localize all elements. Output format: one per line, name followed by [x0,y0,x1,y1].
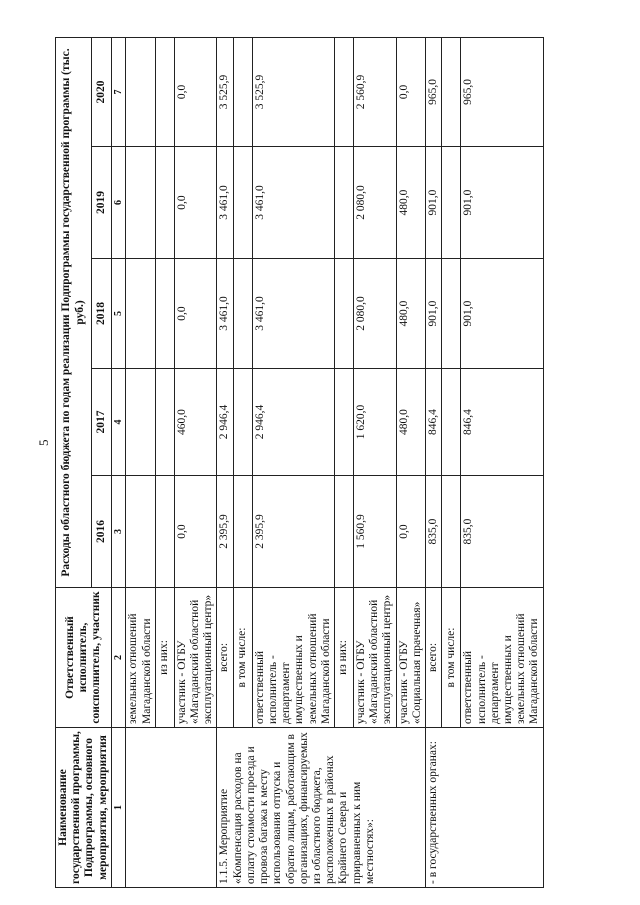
value-2016 [335,476,354,588]
value-2018 [335,259,354,369]
value-2019: 901,0 [426,147,442,259]
value-2020: 965,0 [461,37,543,146]
column-index: 2 [111,588,126,728]
value-2016 [126,476,155,588]
value-2020: 965,0 [426,37,442,146]
value-2018 [233,259,252,369]
event-subgroup-cell: - в государственных органах: [426,728,544,888]
value-2019: 3 461,0 [252,147,334,259]
executor-cell: участник - ОГБУ «Магаданский областной эксплуатационный центр» [354,588,397,728]
header-year: 2019 [92,147,112,259]
value-2019 [442,147,461,259]
value-2017: 846,4 [461,369,543,476]
value-2019: 3 461,0 [217,147,233,259]
value-2017 [442,369,461,476]
header-year: 2020 [92,37,112,146]
header-year: 2016 [92,476,112,588]
value-2019: 0,0 [174,147,217,259]
value-2016 [155,476,174,588]
executor-cell: ответственный исполнитель - департамент имущественных и земельных отношений Магаданской области [252,588,334,728]
value-2019: 901,0 [461,147,543,259]
value-2016 [442,476,461,588]
value-2018: 3 461,0 [252,259,334,369]
value-2020 [155,37,174,146]
value-2018: 2 080,0 [354,259,397,369]
header-year: 2018 [92,259,112,369]
executor-cell: всего: [217,588,233,728]
column-index: 1 [111,728,126,888]
value-2018: 901,0 [461,259,543,369]
value-2019: 480,0 [396,147,425,259]
value-2020: 3 525,9 [252,37,334,146]
value-2019 [233,147,252,259]
value-2016: 2 395,9 [252,476,334,588]
column-index: 7 [111,37,126,146]
event-name-cell: 1.1.5. Мероприятие «Компенсация расходов на оплату стоимости проезда и провоза багажа к месту использования отпуска и обратно лицам, работающим в организациях, финансируемых из областного бюджета, расположенных в районах Крайнего Севера и приравненных к ним местностях»: [217,728,426,888]
value-2017 [126,369,155,476]
value-2018 [126,259,155,369]
value-2016 [233,476,252,588]
executor-cell: из них: [155,588,174,728]
program-name-cell [126,728,217,888]
value-2017: 846,4 [426,369,442,476]
header-expenses-group: Расходы областного бюджета по годам реализации Подпрограммы государственной программы (тыс. руб.) [56,37,92,587]
value-2016: 2 395,9 [217,476,233,588]
value-2016: 1 560,9 [354,476,397,588]
table-row [217,37,233,887]
executor-cell: в том числе: [442,588,461,728]
value-2019 [335,147,354,259]
value-2016: 835,0 [426,476,442,588]
executor-cell: участник - ОГБУ «Социальная прачечная» [396,588,425,728]
value-2020 [233,37,252,146]
column-index: 5 [111,259,126,369]
executor-cell: ответственный исполнитель - департамент имущественных и земельных отношений Магаданской области [461,588,543,728]
page-number: 5 [36,439,51,446]
value-2018 [155,259,174,369]
value-2018 [442,259,461,369]
column-index: 6 [111,147,126,259]
value-2017 [233,369,252,476]
table-row [426,37,442,887]
value-2020 [442,37,461,146]
value-2020: 3 525,9 [217,37,233,146]
column-index: 4 [111,369,126,476]
header-program-name: Наименование государственной программы, Подпрограммы, основного мероприятия, мероприятия [56,728,112,888]
budget-table [55,37,544,888]
value-2020 [126,37,155,146]
value-2017: 480,0 [396,369,425,476]
executor-cell: земельных отношений Магаданской области [126,588,155,728]
value-2019: 2 080,0 [354,147,397,259]
value-2016: 0,0 [174,476,217,588]
executor-cell: участник - ОГБУ «Магаданский областной эксплуатационный центр» [174,588,217,728]
value-2016: 835,0 [461,476,543,588]
executor-cell: из них: [335,588,354,728]
value-2017: 1 620,0 [354,369,397,476]
value-2017 [335,369,354,476]
value-2020: 2 560,9 [354,37,397,146]
value-2017: 2 946,4 [252,369,334,476]
value-2018: 3 461,0 [217,259,233,369]
value-2020: 0,0 [174,37,217,146]
executor-cell: всего: [426,588,442,728]
header-year: 2017 [92,369,112,476]
executor-cell: в том числе: [233,588,252,728]
value-2018: 0,0 [174,259,217,369]
value-2017: 2 946,4 [217,369,233,476]
value-2016: 0,0 [396,476,425,588]
budget-table-rotated [55,38,587,888]
value-2018: 480,0 [396,259,425,369]
value-2020 [335,37,354,146]
header-executor: Ответственный исполнитель, соисполнитель, участник [56,588,112,728]
value-2019 [155,147,174,259]
value-2020: 0,0 [396,37,425,146]
value-2018: 901,0 [426,259,442,369]
table-row [126,37,155,887]
value-2017 [155,369,174,476]
value-2019 [126,147,155,259]
column-index: 3 [111,476,126,588]
value-2017: 460,0 [174,369,217,476]
